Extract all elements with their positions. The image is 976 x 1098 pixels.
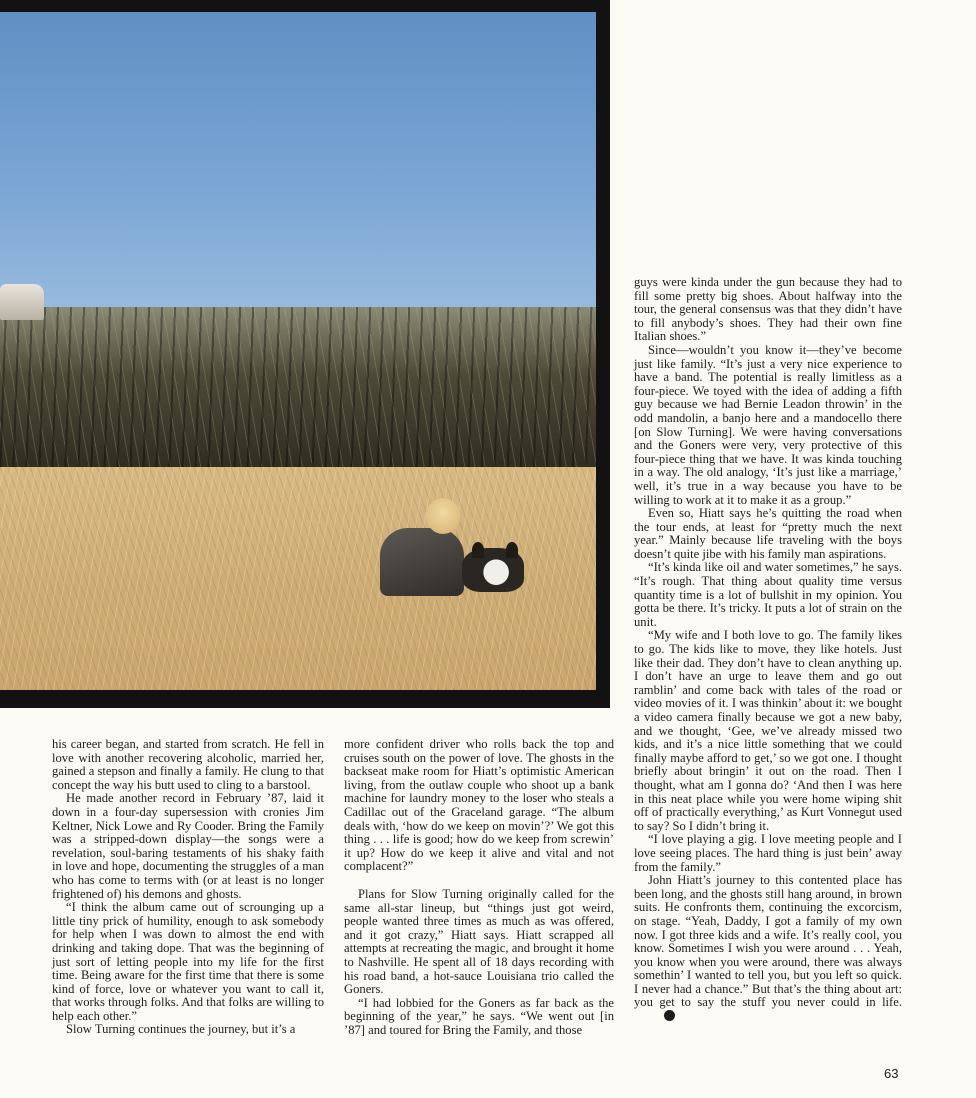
paragraph: “I had lobbied for the Goners as far back as the beginning of the year,” he says. “We went out [in ’87] and toured for Bring the Family, and those	[344, 995, 614, 1037]
paragraph: more confident driver who rolls back the top and cruises south on the power of love. The ghosts in the backseat make room for Hiatt’s optimistic American living, from the outlaw couple who shoot up a bank machine for laundry money to the loser who steals a Cadillac out of the Graceland garage. “The album deals with, ‘how do we keep on movin’?’ We got this thing . . . life is good; how do we keep from screwin’ it up? How do we keep it alive and vital and not complacent?”	[344, 737, 614, 874]
photo-frame	[0, 0, 610, 708]
paragraph: “My wife and I both love to go. The family likes to go. The kids like to move, they like hotels. Just like their dad. They don’t have to clean anything up. I don’t have an urge to leave them and go out ramblin’ and come back with tales of the road or video movies of it. I was thinkin’ about it: we bought a video camera finally because we got a new baby, and we thought, ‘Gee, we’ve already missed two kids, and it’s a nice little something that we could finally maybe afford to get,’ so we got one. I thought briefly about bringin’ it out on the road. Then I thought, what am I gonna do? ‘And then I was here in this neat place while you were home wiping shit off of practically everything,’ as Kurt Vonnegut used to say? So I didn’t bring it.	[634, 628, 902, 833]
paragraph: “It’s kinda like oil and water sometimes,” he says. “It’s rough. That thing about quality time versus quantity time is a lot of bullshit in my opinion. You gotta be there. It’s tricky. It puts a lot of strain on the unit.	[634, 560, 902, 629]
paragraph: Since—wouldn’t you know it—they’ve become just like family. “It’s just a very nice experience to have a band. The potential is really limitless as a four-piece. We toyed with the idea of adding a fifth guy because we had Bernie Leadon throwin’ in the odd mandolin, a banjo here and a mandocello there [on Slow Turning]. We were having conversations and the Goners were very, very protective of this four-piece thing that we have. It was kinda touching in a way. The old analogy, ‘It’s just like a marriage,’ well, it’s true in a way because you have to be willing to work at it to make it as a group.”	[634, 342, 902, 507]
paragraph-final	[634, 874, 902, 1024]
column-2	[344, 738, 614, 1037]
paragraph: Even so, Hiatt says he’s quitting the road when the tour ends, at least for “pretty much the next year.” Mainly because life traveling with the boys doesn’t quite jibe with his family man aspirations.	[634, 506, 902, 561]
paragraph: “I think the album came out of scrounging up a little tiny prick of humility, enough to ask somebody for help when I was down to almost the end with drinking and taking dope. That was the beginning of just sort of letting people into my life for the first time. Being aware for the first time that there is some kind of force, love or whatever you want to call it, that works through folks. And that folks are willing to help each other.”	[52, 900, 324, 1023]
tall-grass	[0, 307, 596, 477]
column-1	[52, 738, 324, 1037]
distant-building	[0, 284, 44, 320]
paragraph: his career began, and started from scratch. He fell in love with another recovering alcoholic, married her, gained a stepson and finally a family. He clung to that concept the way his butt used to cling to a barstool.	[52, 737, 324, 792]
page-number: 63	[884, 1066, 899, 1081]
sky	[0, 12, 596, 332]
paragraph: Plans for Slow Turning originally called for the same all-star lineup, but “things just got weird, people wanted three times as much as was offered, and it got crazy,” Hiatt says. Hiatt scrapped all attempts at recreating the magic, and brought it home to Nashville. He spent all of 18 days recording with his road band, a hot-sauce Louisiana trio called the Goners.	[344, 886, 614, 997]
end-mark-icon	[664, 1010, 675, 1021]
dog-figure	[462, 542, 524, 592]
paragraph: He made another record in February ’87, laid it down in a four-day supersession with cronies Jim Keltner, Nick Lowe and Ry Cooder. Bring the Family was a stripped-down display—the songs were a revelation, soul-baring testaments of his shaky faith in love and hope, documenting the struggles of a man who has come to terms with (or at least is no longer frightened of) his demons and ghosts.	[52, 791, 324, 901]
paragraph-text: John Hiatt’s journey to this contented place has been long, and the ghosts still hang around, in brown suits. He confronts them, continuing the excorcism, on stage. “Yeah, Daddy, I got a family of my own now. I got three kids and a wife. It’s really cool, you know. Sometimes I wish you were around . . . Yeah, you know when you were around, there was always somethin’ I wanted to tell you, but you left so quick. I never had a chance.” But that’s the thing about art: you get to say the stuff you never could in life.	[634, 873, 902, 1010]
column-3	[634, 276, 902, 1024]
child-figure	[380, 498, 460, 596]
paragraph: Slow Turning continues the journey, but it’s a	[66, 1022, 296, 1037]
paragraph: “I love playing a gig. I love meeting people and I love seeing places. The hard thing is just bein’ away from the family.”	[634, 832, 902, 874]
paragraph: guys were kinda under the gun because they had to fill some pretty big shoes. About halfway into the tour, the general consensus was that they didn’t have to fill anybody’s shoes. They had their own fine Italian shoes.”	[634, 275, 902, 344]
field-photo	[0, 12, 596, 690]
